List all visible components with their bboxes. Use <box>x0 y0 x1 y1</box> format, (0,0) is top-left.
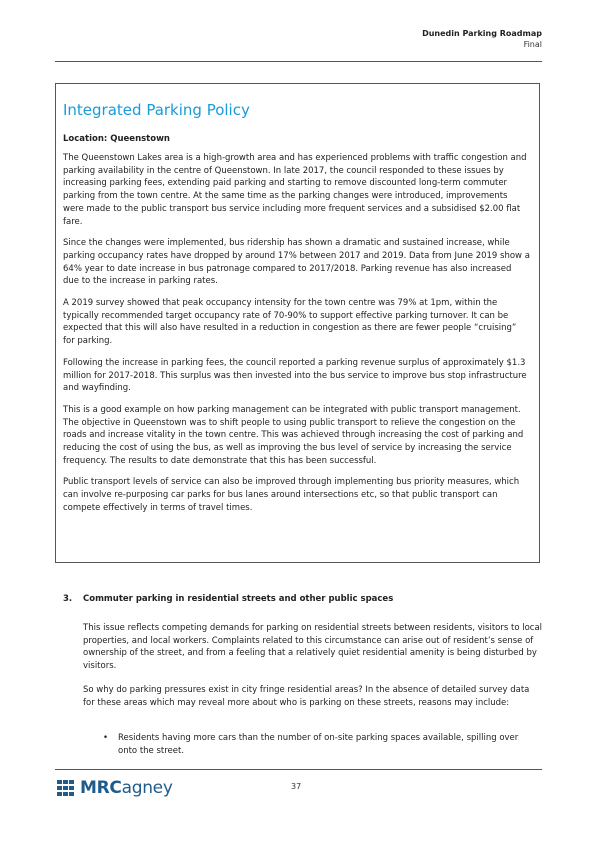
case-study-paragraph: Public transport levels of service can also be improved through implementing bus priority measures, which can involve re-purposing car parks for bus lanes around intersections etc, so that public transport can compete effectively in terms of travel times. <box>63 477 520 513</box>
case-study-paragraph: This is a good example on how parking management can be integrated with public transport management. The objective in Queenstown was to shift people to using public transport to relieve the congestion on the roads and increase vitality in the town centre. This was achieved through increasing the cost of parking and reducing the cost of using the bus, as well as improving the bus level of service by increasing the service frequency. The results to date demonstrate that this has been successful. <box>63 404 524 466</box>
logo-wordmark: MRCagney <box>80 778 173 798</box>
section-paragraph: This issue reflects competing demands for parking on residential streets between residents, visitors to local properties, and local workers. Complaints related to this circumstance can arise out of resident’s sense of ownership of the street, and from a feeling that a relatively quiet residential amenity is being disturbed by visitors. <box>83 623 543 672</box>
company-logo <box>57 778 173 798</box>
bullet-text: Residents having more cars than the number of on-site parking spaces available, spilling over onto the street. <box>118 733 519 756</box>
logo-mark-icon <box>57 780 77 796</box>
section-heading-text: Commuter parking in residential streets and other public spaces <box>83 594 394 604</box>
section-body <box>83 622 543 720</box>
bullet-item <box>103 732 538 757</box>
section-heading <box>63 594 393 604</box>
header-divider <box>55 61 542 62</box>
section-paragraph: So why do parking pressures exist in city fringe residential areas? In the absence of detailed survey data for these areas which may reveal more about who is parking on these streets, reasons may include: <box>83 684 530 708</box>
case-study-paragraph: Following the increase in parking fees, the council reported a parking revenue surplus of approximately $1.3 million for 2017-2018. This surplus was then invested into the bus service to improve bus stop infrastructure and wayfinding. <box>63 357 527 394</box>
case-study-paragraph: A 2019 survey showed that peak occupancy intensity for the town centre was 79% at 1pm, within the typically recommended target occupancy rate of 70-90% to support effective parking turnover. It can be expected that this will also have resulted in a reduction in congestion as there are fewer people “cruising” for parking. <box>63 298 517 347</box>
case-study-paragraph: Since the changes were implemented, bus ridership has shown a dramatic and sustained increase, while parking occupancy rates have dropped by around 17% between 2017 and 2019. Data from June 2019 show a 64% year to date increase in bus patronage compared to 2017/2018. Parking revenue has also increased due to the increase in parking rates. <box>63 238 530 287</box>
footer-divider <box>55 769 542 770</box>
case-study-title: Integrated Parking Policy <box>63 101 250 119</box>
document-status: Final <box>523 40 542 49</box>
page-number: 37 <box>291 782 302 791</box>
case-study-paragraph: The Queenstown Lakes area is a high-growth area and has experienced problems with traffic congestion and parking availability in the centre of Queenstown. In late 2017, the council responded to these issues by increasing parking fees, extending paid parking and starting to remove discounted long-term commuter parking from the town centre. At the same time as the parking changes were introduced, improvements were made to the public transport bus service including more frequent services and a subsidised $2.00 flat fare. <box>63 153 527 227</box>
case-study-location: Location: Queenstown <box>63 134 170 144</box>
bullet-icon: • <box>103 733 109 743</box>
section-number: 3. <box>63 594 73 604</box>
case-study-box <box>55 83 540 563</box>
document-title: Dunedin Parking Roadmap <box>422 29 542 38</box>
